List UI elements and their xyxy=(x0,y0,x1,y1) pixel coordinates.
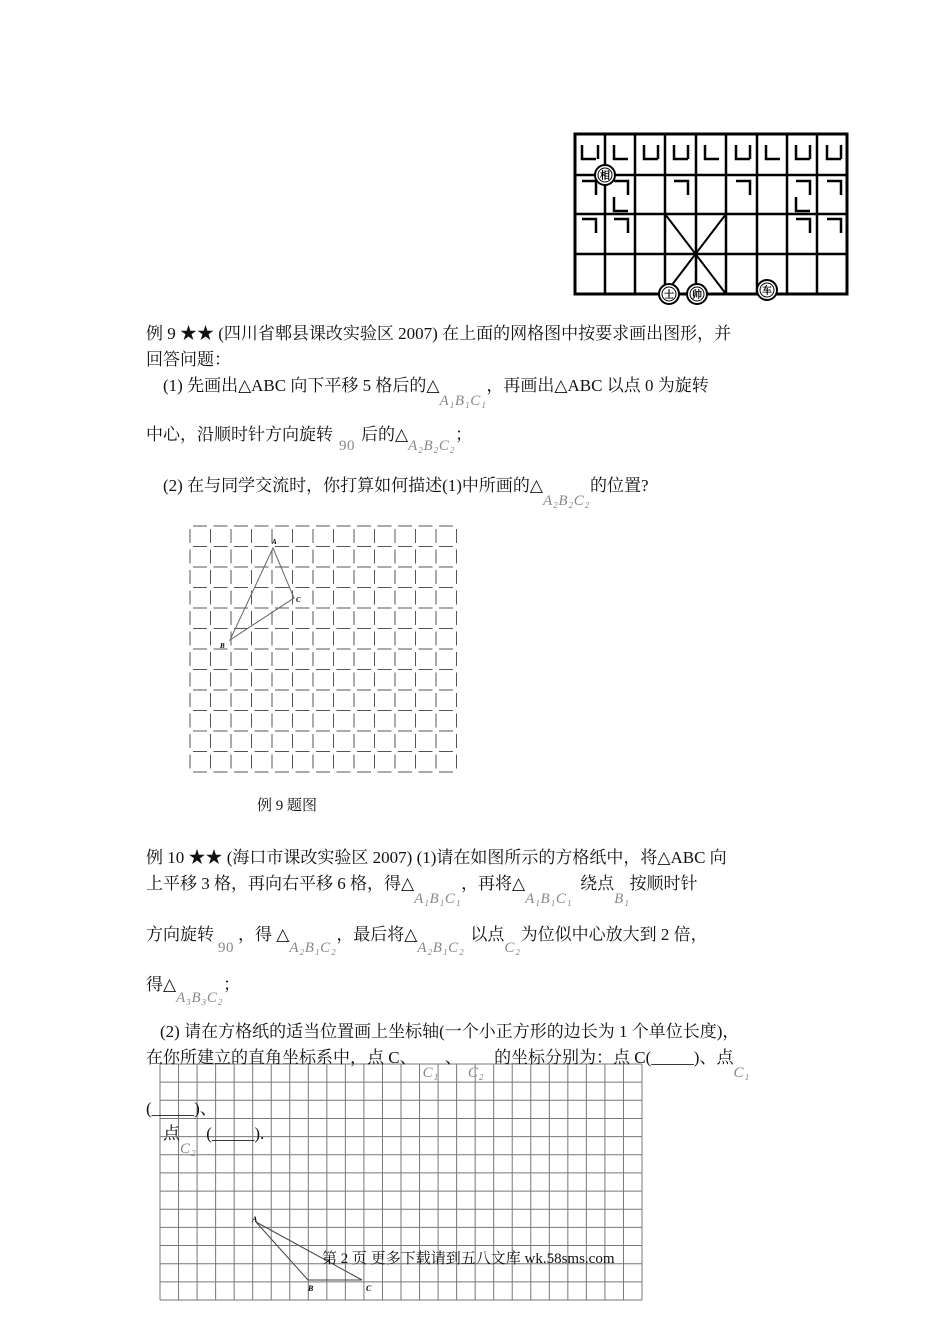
chess-board-figure xyxy=(574,133,848,301)
ex9-label-a: A xyxy=(272,538,277,546)
piece-label-ju: 车 xyxy=(762,286,772,297)
ex9-q2-text1: (2) 在与同学交流时，你打算如何描述(1)中所画的△ xyxy=(163,476,543,495)
chess-piece-ju xyxy=(757,280,777,300)
ex9-q1-text2: ，再画出△ABC 以点 0 为旋转 xyxy=(486,376,709,395)
ex10-label-a: A xyxy=(252,1215,258,1224)
ex9-q1-math2: A₂B₂C₂ xyxy=(408,438,456,454)
ex10-q2-line4 xyxy=(163,1124,265,1157)
ex9-grid-figure xyxy=(190,526,455,776)
ex10-line3-angle: 90 xyxy=(218,940,234,956)
chess-piece-xiang xyxy=(595,165,615,185)
ex9-q1-line2b: 后的△ xyxy=(361,425,409,444)
ex9-q1-text1: (1) 先画出△ABC 向下平移 5 格后的△ xyxy=(163,376,440,395)
ex10-line3-math2: A₂B₁C₂ xyxy=(417,940,465,956)
ex10-line3 xyxy=(146,925,708,956)
ex10-line3-math3: C₂ xyxy=(504,940,521,956)
ex9-q2-math: A₂B₂C₂ xyxy=(542,493,590,509)
piece-label-shuai: 帅 xyxy=(692,290,702,301)
ex9-q2-text2: 的位置? xyxy=(589,476,649,495)
ex10-line3b: ，得 △ xyxy=(238,925,290,944)
ex10-q2-line2 xyxy=(146,1048,750,1081)
ex10-q2-math1: C₁ xyxy=(422,1065,439,1081)
ex10-q2-line3: (_____)、 xyxy=(146,1099,217,1118)
ex10-line2a: 上平移 3 格，再向右平移 6 格，得△ xyxy=(146,874,415,893)
ex10-line4b: ； xyxy=(223,975,241,994)
ex10-q2-line2b: 的坐标分别为：点 C(_____)、点 xyxy=(494,1048,734,1067)
ex9-q1-line2 xyxy=(146,425,473,454)
ex9-title-line2: 回答问题： xyxy=(146,350,231,369)
ex10-line2c: 绕点 xyxy=(580,874,615,893)
ex10-q2-line4a: 点 xyxy=(163,1124,180,1143)
piece-label-xiang: 相 xyxy=(600,171,610,182)
ex10-line2-math1: A₁B₁C₁ xyxy=(414,891,462,907)
ex10-q2-line2a: 在你所建立的直角坐标系中，点 C、 xyxy=(146,1048,417,1067)
ex10-label-b: B xyxy=(308,1284,314,1293)
chess-piece-shi xyxy=(659,284,679,304)
ex10-line3-math1: A₂B₁C₂ xyxy=(289,940,337,956)
ex10-line2-math2: A₁B₁C₁ xyxy=(525,891,573,907)
ex10-q2-math3: C₁ xyxy=(733,1065,750,1081)
ex10-line4a: 得△ xyxy=(146,975,177,994)
ex9-q1-line1 xyxy=(163,376,709,409)
ex9-q1-line2c: ； xyxy=(455,425,473,444)
ex10-label-c: C xyxy=(366,1284,372,1293)
ex10-q2-line1: (2) 请在方格纸的适当位置画上坐标轴(一个小正方形的边长为 1 个单位长度)， xyxy=(160,1022,740,1041)
page-footer: 第 2 页 更多下载请到五八文库 wk.58sms.com xyxy=(322,1251,615,1267)
ex10-line1: 例 10 ★★ (海口市课改实验区 2007) (1)请在如图所示的方格纸中，将△ABC 向 xyxy=(146,848,727,867)
ex10-line3c: ，最后将△ xyxy=(336,925,418,944)
ex10-line4 xyxy=(146,975,241,1006)
chess-piece-shuai xyxy=(687,284,707,304)
ex10-q2-math4: C₂ xyxy=(180,1141,197,1157)
ex10-line3a: 方向旋转 xyxy=(146,925,214,944)
ex10-line3e: 为位似中心放大到 2 倍， xyxy=(520,925,708,944)
ex10-line2b: ，再将△ xyxy=(461,874,526,893)
ex9-q2-line xyxy=(163,476,649,509)
ex9-q1-angle: 90 xyxy=(339,438,355,454)
ex10-q2-line4b: (_____). xyxy=(206,1124,265,1143)
ex10-line4-math: A₃B₃C₂ xyxy=(176,990,224,1006)
ex9-label-c: C xyxy=(296,596,301,604)
ex9-caption: 例 9 题图 xyxy=(257,798,318,814)
ex10-line2d: 按顺时针 xyxy=(629,874,698,893)
ex9-label-b: B xyxy=(220,642,225,650)
ex10-q2-math2: C₂ xyxy=(467,1065,485,1081)
piece-label-shi: 士 xyxy=(664,290,674,301)
ex9-title-line1: 例 9 ★★ (四川省郫县课改实验区 2007) 在上面的网格图中按要求画出图形，并 xyxy=(146,324,732,343)
ex10-line3d: 以点 xyxy=(470,925,505,944)
ex9-q1-math1: A₁B₁C₁ xyxy=(439,393,487,409)
ex9-q1-line2a: 中心，沿顺时针方向旋转 xyxy=(146,425,333,444)
ex10-line2-math3: B₁ xyxy=(614,891,630,907)
ex10-line2 xyxy=(146,874,698,907)
ex10-q2-sep: 、 xyxy=(444,1048,462,1067)
